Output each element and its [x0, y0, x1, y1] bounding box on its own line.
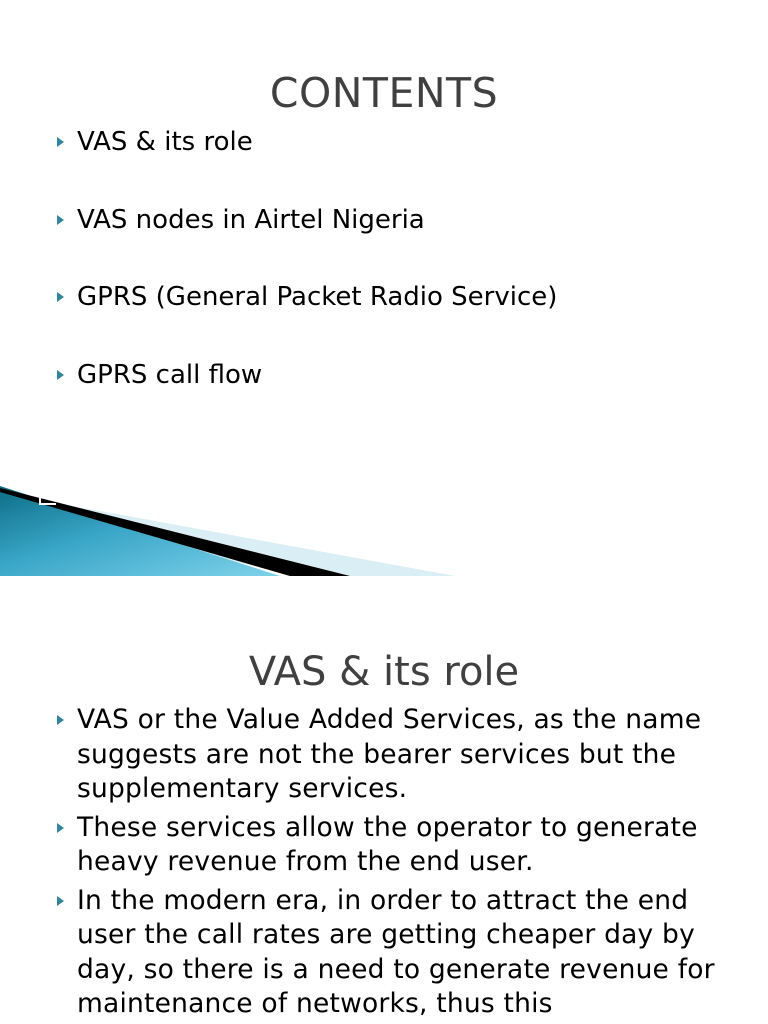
list-item: [55, 280, 745, 314]
bullet-arrow-icon: [57, 715, 64, 725]
bullet-arrow-icon: [57, 823, 64, 833]
list-item: [55, 203, 745, 237]
list-item: [55, 125, 745, 159]
list-item-text: In the modern era, in order to attract the end user the call rates are getting cheaper day by day, so there is a need to generate revenue for maintenance of networks, thus this: [77, 884, 715, 1019]
decorative-swoosh: [0, 470, 768, 576]
bullet-arrow-icon: [57, 292, 64, 302]
slide-title: VAS & its role: [248, 648, 520, 695]
list-item-text: VAS & its role: [77, 127, 253, 157]
list-item-text: GPRS (General Packet Radio Service): [77, 282, 558, 312]
list-item-text: VAS or the Value Added Services, as the name suggests are not the bearer services but the supplementary services.: [77, 704, 702, 804]
vas-role-list: [55, 703, 735, 1024]
list-item-text: GPRS call flow: [77, 359, 263, 390]
list-item-text: These services allow the operator to generate heavy revenue from the end user.: [77, 811, 698, 877]
slide-vas-role: [0, 576, 768, 1024]
list-item: [55, 703, 735, 807]
list-item: [55, 884, 735, 1022]
bullet-arrow-icon: [57, 215, 64, 225]
list-item: [55, 358, 745, 392]
bullet-arrow-icon: [57, 370, 64, 380]
bullet-arrow-icon: [57, 137, 64, 147]
list-item: [55, 811, 735, 880]
contents-list: [55, 125, 745, 435]
list-item-text: VAS nodes in Airtel Nigeria: [77, 204, 425, 235]
bullet-arrow-icon: [57, 896, 64, 906]
slide-title: CONTENTS: [269, 69, 499, 118]
